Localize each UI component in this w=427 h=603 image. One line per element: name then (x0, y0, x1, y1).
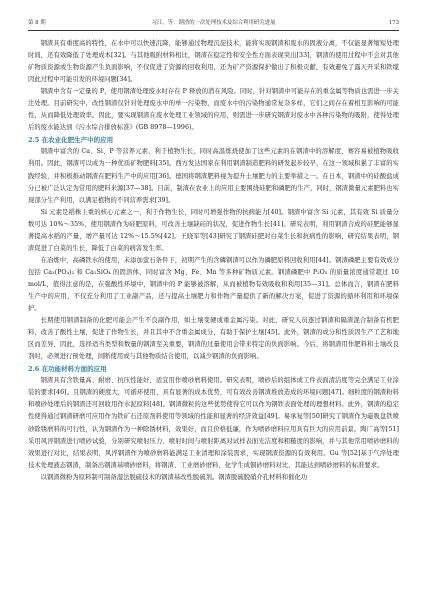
article-body (28, 38, 399, 484)
issue-number: 第 8 期 (28, 20, 46, 26)
running-title: 习江，等：钢渣的一次处理技术及综合利用研究进展 (151, 20, 276, 26)
body-paragraph: 以钢渣微粉为原料制可制备湿法脱硫技术的钢渣基改性脱硫剂。钢渣脱硫脱硝介孔材料和催化功 (40, 473, 308, 481)
section-heading: 2.5 在农业化肥生产中的应用 (28, 136, 114, 145)
section-heading: 2.6 在功能材料方面的应用 (28, 365, 107, 374)
body-paragraph: 钢渣中富含的 Ca、Si、P 等营养元素，利于植物生长，同时高温炼烧使加了这些元素的在钢渣中的溶解度，赛容易被植物吸收利用。因此，钢渣可以成为一种优质矿物肥料[35]。西方发达国家在利用钢渣制造肥料的研发起步较早，在这一领域积累了丰富的实践经验，并积极推动钢渣在肥料生产中的应用[36]。德国将钢渣肥料视为提升土壤肥力的主要举措之一。在日本，钢渣中的硅酸盐成分已被广泛认定为常用的肥料来源[37—38]。目前，制渣在农业上的应用主要围绕硅肥和磷肥的生产，同时，钢渣微量元素肥料也实现部分生产利用，以满足植物的不同营养需求[39]。 (28, 148, 399, 204)
body-paragraph: 钢渣具有含铁量高、耐磨、抗压性能好，适宜用作喷砂磨料使用。研究表明，喷砂后的组体或工件表面清洁度等完全满足工业涂装的要求[46]。且钢渣的硬度大，可循环使用，具有显著的成本优势，可有效改善钢渣堆放造成的环境问题[47]。细粒度的钢渣粉料和喷砂处理后的钢渣还可回收用作水泥原料[48]。钢渣微粒的这些优势使得它可以作为钢铁表面处理的理想材料。此外，钢渣的稳定性使得通过钢渣研磨可应用作为铁矿石还原剂料使用等领域的性能和显著的经济效益[49]。易承复等[50]研究了钢渣作为磁吸盘铁喷砂除锈磨料的可行性，认为钢渣作为一种除锈材料，效果好，而且价格低廉，作为喷砂磨料应用具有巨大的应用前景。陶广高等[51]采用风淬钢渣进行喷砂试验，分别研究喷射压力、喷射时间与喷射距离对试样表面光洁度和粗糙度的影响，并与其他常用喷砂磨料的效果进行对比，结果表明，风淬钢渣作为喷砂磨料能满足工业清理和涂装需求，实现钢渣资源的有效利用。Gu 等[52]基于气淬处理技术处理液态钢渣，制备出钢渣基喷砂磨料，将钢渣、工业磨砂磨料、化学生成铜砂磨料对比，其能达到喷砂磨料的标准要求。 (28, 377, 399, 469)
body-paragraph: 在冶炼中，高磷铁水的使用，未添加萤石条件下，初期产生的含磷钢渣可以作为磷肥原料回收利用[44]。钢渣磷肥主要有效成分包括 Ca₃(PO₄)₂ 和 Ca₂SiO₄ 的固溶体，同时富含 Mg、Fe、Mn 等多种矿物质元素。钢渣磷肥中 P₂O₅ 的质量浓度通常超过 10 mol/L，值得注意的是，在强酸性环境中，钢渣中的 P 能够被溶解，从而被植物有效吸收和利用[35—31]。总体而言，钢渣在肥料生产中的应用，不仅充分利用了工业副产品，还与提高土壤肥力和作物产量提供了新的解决方案，促进了资源的循环利用和环境保护。 (28, 256, 399, 313)
body-paragraph: 长期使用钢渣制备的化肥可能会产生不良副作用，如土壤变硬或重金属污染。对此，研究人员逐过钢渣和隔渣混合制备有机肥料，改善了酸性土壤，促进了作物生长，并且其中不含重金属成分，有助于保护土壤[45]。此外，钢渣的成分和性质因生产工艺和地区而差异，因此，选择适当类型和数量的钢渣至关重要，钢渣的过量使用会带来特定的负面影响。今后，将钢渣用作肥料和土壤改良剂时，必须进行预处理，间断使用或与其他物质结合使用，以减少钢渣的负面影响。 (28, 317, 399, 361)
page-number: 173 (388, 20, 399, 26)
body-paragraph: 钢渣具有重度高的特性，在水中可以快速沉降，能够通过物理沉淀技术，能将实现钢渣和废水的固液分离，不仅能显著缩短处理时间，还有效降低了处理成本[32]。与其他吸附材料相比，钢渣在稳定性和安全性方面表现突出[33]，钢渣的使用过程中不会对其他矿物质资源或生物资源产生负面影响，不仅促进了资源的回收利用，还为矿产资源保护做出了积极贡献，有效避免了露天开采和铁缆因此过程中可能引发的环境问题[34]。 (28, 40, 399, 84)
page-header (28, 16, 399, 31)
body-paragraph: Si 元素是稻株上重的核心元素之一，利于作物生长，同时可增强作物的抗病能力[40]。钢渣中富含 Si 元素，其有效 Si 质量分数可达 10%～35%，使用钢渣作为硅肥原料，可改善土壤缺硅的状况，促进作物生长[41]。研究表明，利用钢渣合成的硅肥能够显著提高水稻的产量，增产量可达 12%～15.5%[42]。王晓军等[43]研究了钢渣硅肥对白菜生长和抗病性的影响，研究结果表明，钢渣促进了白菜的生长，降低了白菜的病害发生率。 (28, 208, 399, 252)
body-paragraph: 钢渣中含有一定量的 P，使用钢渣处理废水时存在 P 释放的潜在风险。同时，针对钢渣中可能存在的重金属等物质也需进一步关注处理。目前研究中，改性钢渣仅针对处理废水中的单一污染物，而废水中的污染物通常复杂多样，它们之间存在着相互影响的可能性，从而降低处理效率。因此，要实现钢渣在废水处理工业领域的应用，则需进一步研究钢渣对废水中各种污染物的吸附，使得处理后的废水能达到《污水综合排放标准》(GB 8978—1996)。 (28, 88, 399, 132)
